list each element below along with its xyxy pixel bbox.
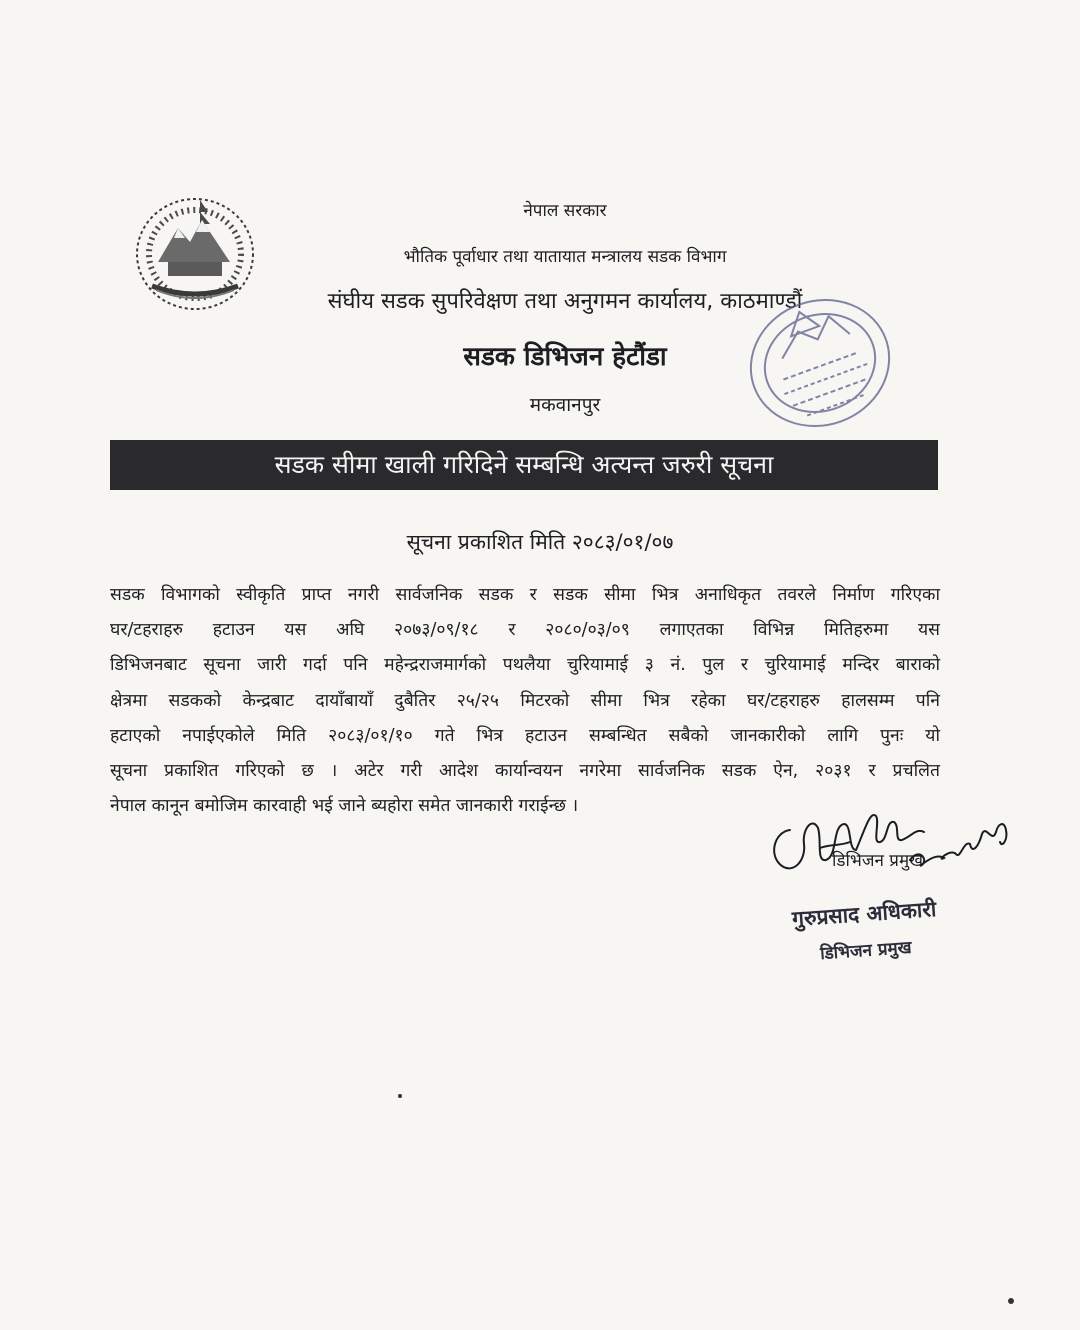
body-line: सूचना प्रकाशित गरिएको छ । अटेर गरी आदेश कार्यान्वयन नगरेमा सार्वजनिक सडक ऐन, २०३१ र प्रचलित — [110, 761, 940, 782]
body-line: सडक विभागको स्वीकृति प्राप्त नगरी सार्वजनिक सडक र सडक सीमा भित्र अनाधिकृत तवरले निर्माण गरिएका — [110, 585, 940, 605]
paper-speck — [1008, 1298, 1014, 1304]
paper-speck — [398, 1094, 402, 1098]
office-name: संघीय सडक सुपरिवेक्षण तथा अनुगमन कार्यालय, काठमाण्डौं — [327, 289, 803, 314]
body-line: डिभिजनबाट सूचना जारी गर्दा पनि महेन्द्रराजमार्गको पथलैया चुरियामाई ३ नं. पुल र चुरियामाई मन्दिर बाराको — [110, 655, 940, 676]
body-line: हटाएको नपाईएकोले मिति २०८३/०१/१० गते भित्र हटाउन सम्बन्धित सबैको जानकारीको लागि पुनः यो — [110, 725, 940, 746]
name-stamp: गुरुप्रसाद अधिकारी — [791, 896, 938, 932]
handwritten-signature — [760, 770, 1020, 890]
published-date: सूचना प्रकाशित मिति २०८३/०१/०७ — [406, 530, 674, 554]
notice-title-banner: सडक सीमा खाली गरिदिने सम्बन्धि अत्यन्त जरुरी सूचना — [110, 440, 938, 490]
body-line: क्षेत्रमा सडकको केन्द्रबाट दायाँबायाँ दुबैतिर २५/२५ मिटरको सीमा भित्र रहेका घर/टहराहरु हालसम्म पनि — [110, 690, 940, 711]
ministry-name: भौतिक पूर्वाधार तथा यातायात मन्त्रालय सडक विभाग — [403, 247, 727, 267]
government-name: नेपाल सरकार — [523, 201, 607, 221]
body-line: घर/टहराहरु हटाउन यस अघि २०७३/०९/१८ र २०८०/०३/०९ लगाएतका विभिन्न मितिहरुमा यस — [110, 620, 940, 641]
office-seal-stamp — [740, 288, 900, 438]
signatory-title: डिभिजन प्रमुख — [832, 851, 924, 871]
district-name: मकवानपुर — [529, 394, 601, 416]
division-name: सडक डिभिजन हेटौंडा — [463, 342, 667, 372]
body-line: नेपाल कानून बमोजिम कारवाही भई जाने ब्यहोरा समेत जानकारी गराईन्छ । — [110, 796, 579, 817]
title-stamp: डिभिजन प्रमुख — [819, 937, 913, 965]
